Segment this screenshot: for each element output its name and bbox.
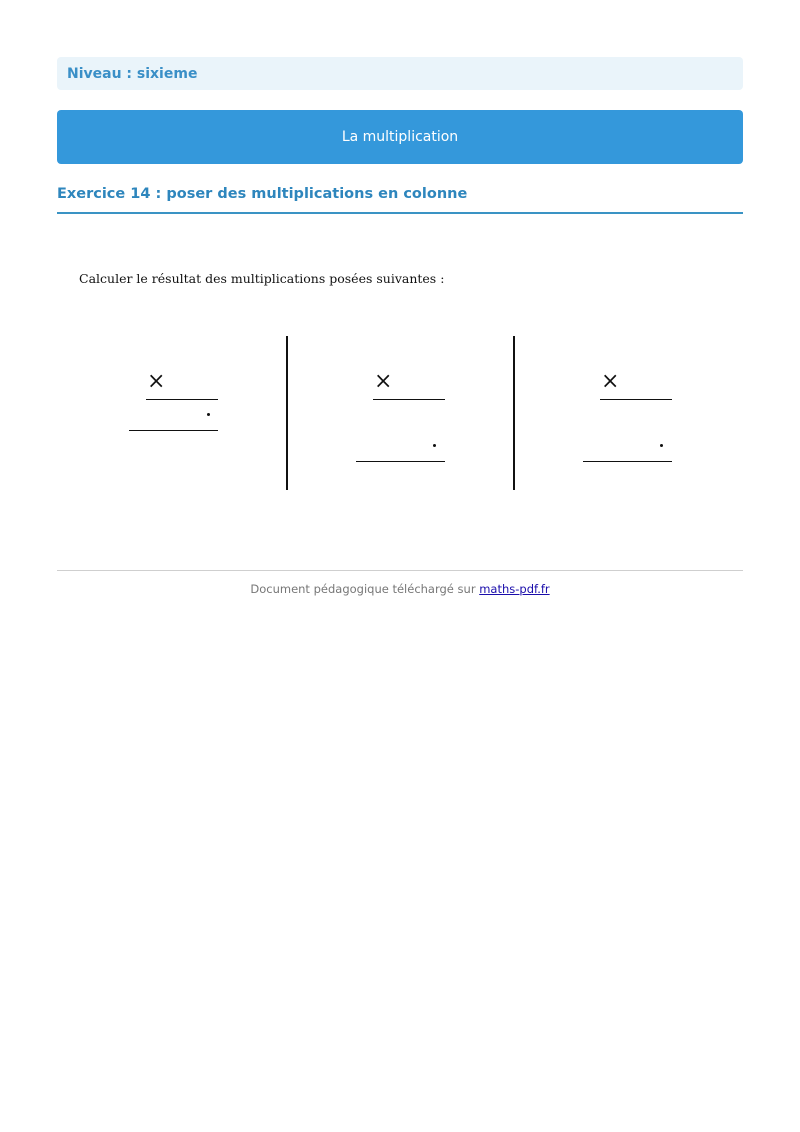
- footer-link[interactable]: maths-pdf.fr: [479, 582, 550, 596]
- exercise-title-text: Exercice 14 : poser des multiplications en colonne: [57, 186, 468, 202]
- column-separator: [286, 336, 288, 490]
- decimal-dot: [660, 444, 663, 447]
- banner-title: La multiplication: [341, 129, 459, 145]
- instruction-text: Calculer le résultat des multiplications posées suivantes :: [79, 271, 445, 286]
- exercise-title: [57, 184, 743, 214]
- footer: [57, 582, 743, 596]
- footer-text: Document pédagogique téléchargé sur: [250, 582, 480, 596]
- level-box: [57, 57, 743, 90]
- times-sign: ×: [374, 369, 393, 394]
- result-rule: [129, 430, 218, 431]
- level-label: Niveau : sixieme: [67, 65, 198, 82]
- title-banner: [57, 110, 743, 164]
- decimal-dot: [207, 413, 210, 416]
- result-rule: [356, 461, 445, 462]
- times-sign: ×: [601, 369, 620, 394]
- result-rule: [583, 461, 672, 462]
- times-sign: ×: [147, 369, 166, 394]
- footer-divider: [57, 570, 743, 571]
- decimal-dot: [433, 444, 436, 447]
- operand-rule: [373, 399, 445, 400]
- operand-rule: [600, 399, 672, 400]
- operand-rule: [146, 399, 218, 400]
- column-separator: [513, 336, 515, 490]
